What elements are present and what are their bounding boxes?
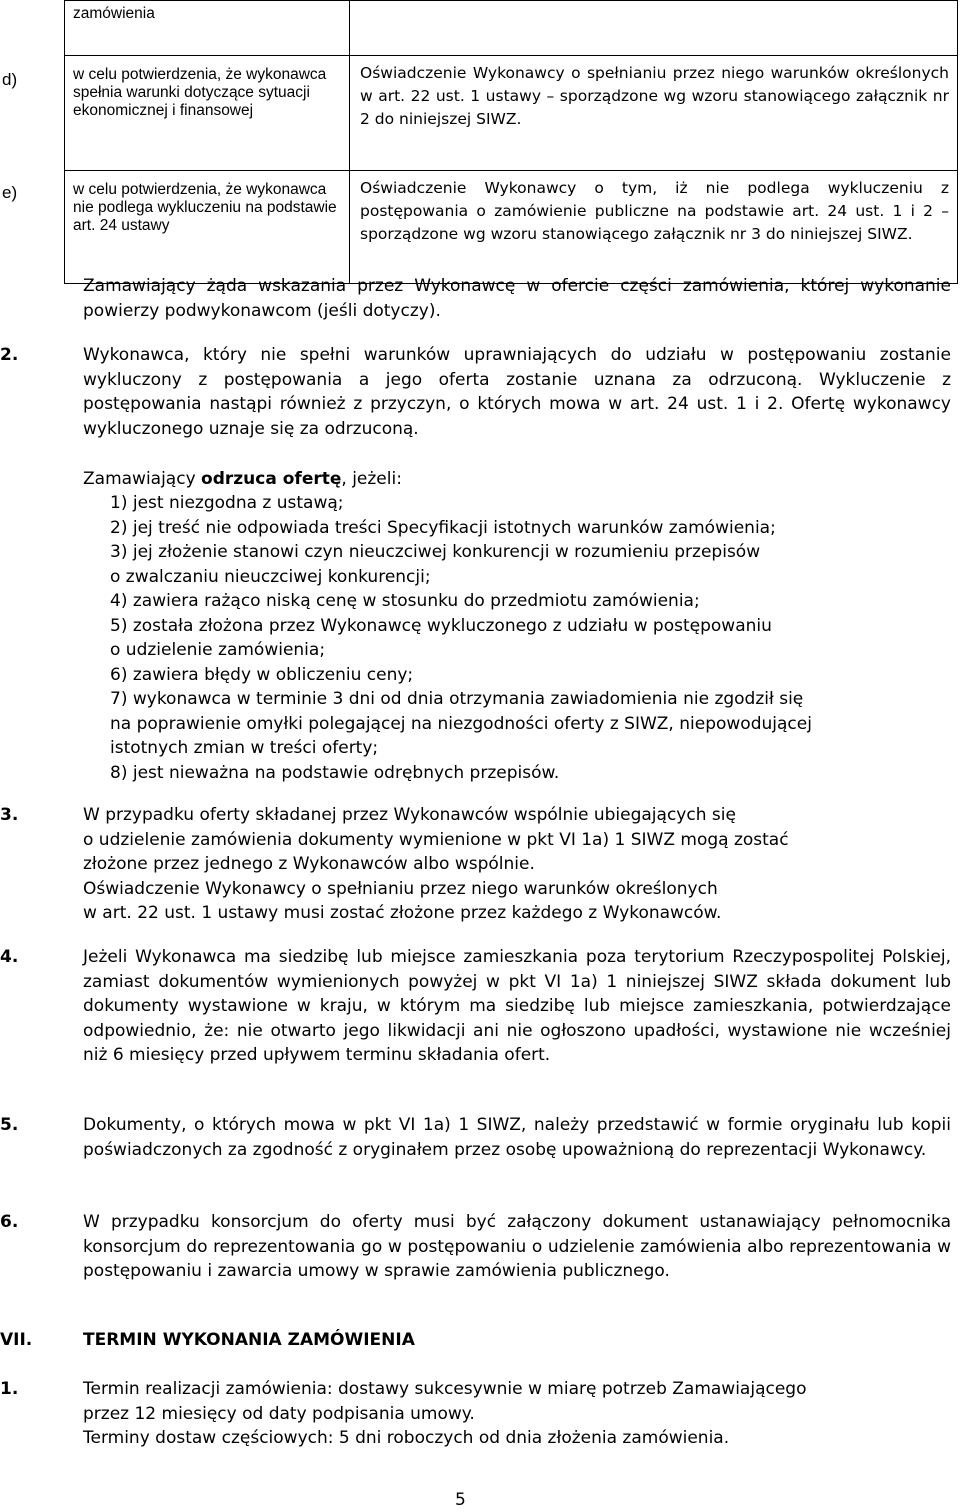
list-item: 1) jest niezgodna z ustawą; — [110, 493, 344, 513]
table-cell-condition: w celu potwierdzenia, że wykonawca nie podlega wykluczeniu na podstawie art. 24 ustawy — [65, 171, 350, 284]
paragraph-number: 1. — [0, 1379, 19, 1399]
paragraph-number: 2. — [0, 345, 19, 365]
paragraph-4-text: Jeżeli Wykonawca ma siedzibę lub miejsce zamieszkania poza terytorium Rzeczypospolitej Polskiej, zamiast dokumentów wymienionych powyżej w pkt VI 1a) 1 niniejszej SIWZ składa dokument lub dokumenty wystawione w kraju, w którym ma siedzibę lub miejsce zamieszkania, potwierdzające odpowiednio, że: nie otwarto jego likwidacji ani nie ogłoszono upadłości, wystawione nie wcześniej niż 6 miesięcy przed upływem terminu składania ofert. — [83, 947, 951, 1065]
paragraph-line: Termin realizacji zamówienia: dostawy sukcesywnie w miarę potrzeb Zamawiającego — [83, 1379, 807, 1399]
list-item: 4) zawiera rażąco niską cenę w stosunku do przedmiotu zamówienia; — [110, 591, 700, 611]
list-item: na poprawienie omyłki polegającej na niezgodności oferty z SIWZ, niepowodującej — [110, 713, 812, 734]
paragraph-line: złożone przez jednego z Wykonawców albo wspólnie. — [83, 854, 535, 874]
paragraph-line: przez 12 miesięcy od daty podpisania umowy. — [83, 1403, 475, 1424]
paragraph-line: o udzielenie zamówienia dokumenty wymienione w pkt VI 1a) 1 SIWZ mogą zostać — [83, 829, 789, 850]
list-item: 6) zawiera błędy w obliczeniu ceny; — [110, 664, 414, 685]
paragraph-number: 5. — [0, 1115, 19, 1135]
table-cell-document: Oświadczenie Wykonawcy o spełnianiu przez niego warunków określonych w art. 22 ust. 1 ustawy – sporządzone wg wzoru stanowiącego załącznik nr 2 do niniejszej SIWZ. — [350, 56, 958, 171]
table-cell-document: Oświadczenie Wykonawcy o tym, iż nie podlega wykluczeniu z postępowania o zamówienie publiczne na podstawie art. 24 ust. 1 i 2 – sporządzone wg wzoru stanowiącego załącznik nr 3 do niniejszej SIWZ. — [350, 171, 958, 284]
subcontract-note: Zamawiający żąda wskazania przez Wykonawcę w ofercie części zamówienia, której wykonanie powierzy podwykonawcom (jeśli dotyczy). — [83, 276, 951, 321]
table-cell-document-empty — [350, 1, 958, 56]
paragraph-2-text: Wykonawca, który nie spełni warunków uprawniających do udziału w postępowaniu zostanie wykluczony z postępowania a jego oferta zostanie uznana za odrzuconą. Wykluczenie z postępowania nastąpi również z przyczyn, o których mowa w art. 24 ust. 1 i 2. Ofertę wykonawcy wykluczonego uznaje się za odrzuconą. — [83, 345, 951, 439]
reject-list — [110, 491, 955, 785]
list-item: 5) została złożona przez Wykonawcę wykluczonego z udziału w postępowaniu — [110, 615, 772, 636]
paragraph-5-text: Dokumenty, o których mowa w pkt VI 1a) 1 SIWZ, należy przedstawić w formie oryginału lub kopii poświadczonych za zgodność z oryginałem przez osobę upoważnioną do reprezentacji Wykonawcy. — [83, 1115, 951, 1160]
list-item: istotnych zmian w treści oferty; — [110, 738, 379, 758]
table-cell-condition: zamówienia — [65, 1, 350, 56]
reject-intro-prefix: Zamawiający — [83, 469, 202, 489]
table-row — [0, 171, 958, 284]
paragraph-line: Oświadczenie Wykonawcy o spełnianiu przez niego warunków określonych — [83, 878, 718, 899]
list-item: 7) wykonawca w terminie 3 dni od dnia otrzymania zawiadomienia nie zgodził się — [110, 689, 804, 709]
paragraph-number: 4. — [0, 947, 19, 967]
table-row — [0, 56, 958, 171]
paragraph-number: 3. — [0, 805, 19, 825]
paragraph-line: W przypadku oferty składanej przez Wykonawców wspólnie ubiegających się — [83, 805, 736, 825]
paragraph-6-text: W przypadku konsorcjum do oferty musi być załączony dokument ustanawiający pełnomocnika konsorcjum do reprezentowania go w postępowaniu o udzielenie zamówienia albo reprezentowania w postępowaniu i zawarcia umowy w sprawie zamówienia publicznego. — [83, 1212, 951, 1281]
page-number: 5 — [455, 1490, 466, 1510]
table-cell-condition: w celu potwierdzenia, że wykonawca spełnia warunki dotyczące sytuacji ekonomicznej i finansowej — [65, 56, 350, 171]
list-item: 2) jej treść nie odpowiada treści Specyfikacji istotnych warunków zamówienia; — [110, 517, 776, 538]
paragraph-number: 6. — [0, 1212, 19, 1232]
reject-intro-bold: odrzuca ofertę — [201, 469, 342, 489]
paragraph-line: Terminy dostaw częściowych: 5 dni roboczych od dnia złożenia zamówienia. — [83, 1428, 730, 1448]
list-item: o zwalczaniu nieuczciwej konkurencji; — [110, 566, 431, 587]
reject-intro — [83, 467, 951, 492]
paragraph-3-text — [83, 803, 951, 926]
list-item: 3) jej złożenie stanowi czyn nieuczciwej konkurencji w rozumieniu przepisów — [110, 542, 761, 562]
row-letter: d) — [2, 69, 18, 89]
section-title: TERMIN WYKONANIA ZAMÓWIENIA — [83, 1330, 415, 1350]
row-letter: e) — [2, 182, 18, 202]
row-letter-empty — [0, 1, 65, 56]
table-row — [0, 1, 958, 56]
list-item: 8) jest nieważna na podstawie odrębnych przepisów. — [110, 762, 560, 783]
section-7-paragraph-1 — [83, 1377, 951, 1451]
list-item: o udzielenie zamówienia; — [110, 640, 326, 660]
reject-intro-suffix: , jeżeli: — [341, 469, 402, 489]
paragraph-line: w art. 22 ust. 1 ustawy musi zostać złożone przez każdego z Wykonawców. — [83, 903, 722, 923]
section-number: VII. — [0, 1330, 33, 1350]
requirements-table — [0, 0, 958, 284]
